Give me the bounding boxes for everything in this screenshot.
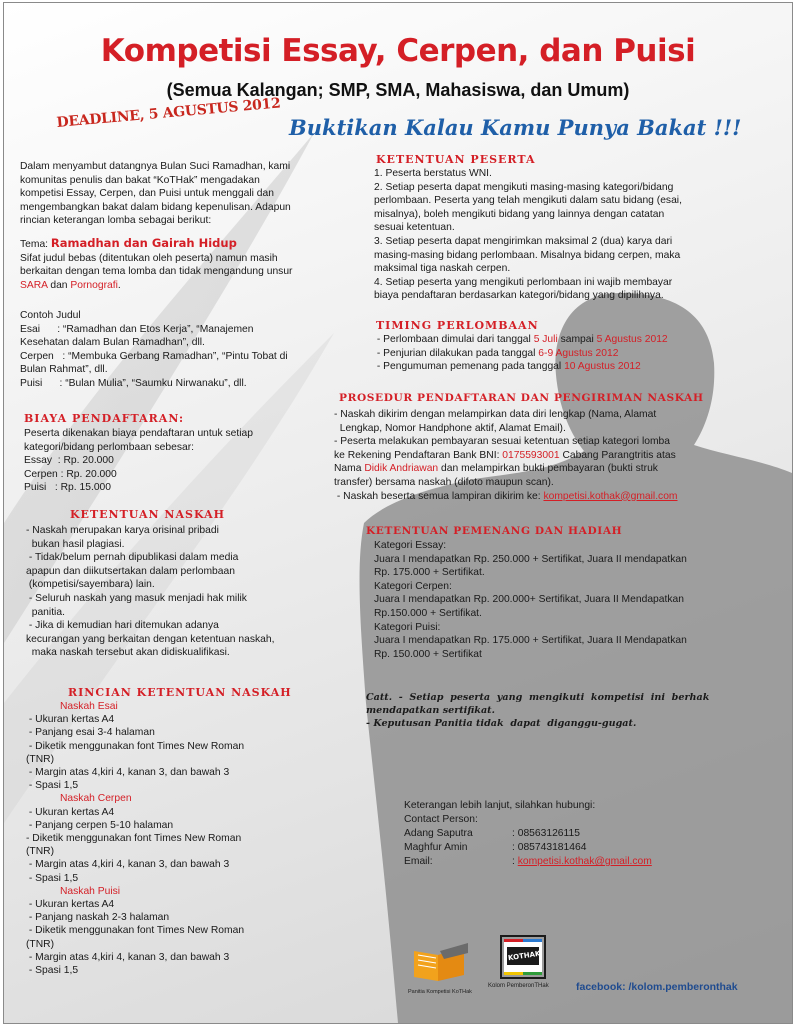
timing-connector: sampai: [557, 334, 597, 345]
slogan: Buktikan Kalau Kamu Punya Bakat !!!: [289, 115, 742, 140]
biaya-line: Peserta dikenakan biaya pendaftaran untuk setiap: [24, 428, 253, 439]
contact-person-label: Contact Person:: [404, 814, 478, 825]
prosedur-line: - Naskah dikirim dengan melampirkan data diri lengkap (Nama, Alamat: [334, 409, 657, 420]
contact-phone: : 08563126115: [512, 828, 580, 839]
logo2-caption: Kolom PemberonTHak: [488, 983, 549, 989]
biaya-heading: BIAYA PENDAFTARAN:: [24, 412, 185, 425]
rincian-line: - Spasi 1,5: [26, 965, 79, 977]
prosedur-text: dan melampirkan bukti pembayaran (bukti struk: [438, 463, 658, 475]
catatan-line: mendapatkan sertifikat.: [366, 705, 495, 716]
page-title: Kompetisi Essay, Cerpen, dan Puisi: [100, 33, 696, 69]
prosedur-line: - Peserta melakukan pembayaran sesuai ketentuan setiap kategori lomba: [334, 436, 670, 448]
timing-item: [374, 347, 779, 361]
email-label: Email:: [404, 856, 433, 867]
naskah-line: - Seluruh naskah yang masuk menjadi hak milik: [26, 592, 247, 604]
naskah-line: panitia.: [26, 606, 65, 618]
rincian-line: - Panjang cerpen 5-10 halaman: [26, 819, 174, 831]
peserta-line: perlombaan. Peserta yang telah mengikuti dalam satu bidang (esai,: [374, 195, 682, 207]
contact-email-link[interactable]: kompetisi.kothak@gmail.com: [517, 856, 652, 867]
kontak-section: [404, 799, 734, 869]
prosedur-heading: PROSEDUR PENDAFTARAN DAN PENGIRIMAN NASKAH: [339, 392, 704, 404]
tema-restriction: [20, 279, 340, 293]
porno-text: Pornografi: [70, 279, 118, 291]
biaya-line: Puisi : Rp. 15.000: [24, 482, 112, 494]
pemenang-line: Rp.150.000 + Sertifikat.: [374, 607, 482, 619]
prosedur-text: Cabang Parangtritis atas: [559, 449, 676, 461]
intro-line: komunitas penulis dan bakat “KoTHak” mengadakan: [20, 174, 260, 186]
peserta-line: 4. Setiap peserta yang mengikuti perlombaan ini wajib membayar: [374, 276, 673, 288]
peserta-heading: KETENTUAN PESERTA: [376, 153, 536, 166]
rincian-line: (TNR): [26, 846, 55, 858]
biaya-line: Essay : Rp. 20.000: [24, 455, 114, 467]
pemenang-line: Rp. 175.000 + Sertifikat.: [374, 567, 485, 579]
prosedur-text: Nama: [334, 463, 365, 475]
contoh-line: Kesehatan dalam Bulan Ramadhan”, dll.: [20, 337, 205, 349]
tema-line: [20, 237, 340, 252]
pemenang-line: Juara I mendapatkan Rp. 175.000 + Sertifikat, Juara II Mendapatkan: [374, 635, 687, 647]
sara-text: SARA: [20, 279, 48, 291]
timing-text: - Perlombaan dimulai dari tanggal: [374, 334, 534, 345]
email-link[interactable]: kompetisi.kothak@gmail.com: [543, 490, 678, 502]
prosedur-line: [334, 462, 784, 476]
tema-label: Tema:: [20, 239, 51, 250]
rincian-line: - Ukuran kertas A4: [26, 806, 115, 818]
intro-paragraph: [20, 160, 332, 228]
book-logo-icon: [408, 941, 474, 989]
timing-date: 5 Juli: [533, 334, 558, 345]
tema-desc-line: berkaitan dengan tema lomba dan tidak mengandung unsur: [20, 266, 293, 278]
rincian-section: [26, 700, 346, 977]
page-subtitle: (Semua Kalangan; SMP, SMA, Mahasiswa, dan Umum): [166, 80, 630, 100]
account-holder: Didik Andriawan: [364, 463, 439, 475]
kontak-intro: Keterangan lebih lanjut, silahkan hubungi:: [404, 800, 596, 811]
pemenang-line: Kategori Cerpen:: [374, 580, 452, 592]
naskah-line: kecurangan yang berkaitan dengan ketentuan naskah,: [26, 633, 275, 645]
naskah-line: - Tidak/belum pernah dipublikasi dalam media: [26, 552, 239, 564]
intro-line: mengembangkan bakat dalam bidang kepenulisan. Adapun: [20, 201, 291, 213]
timing-heading: TIMING PERLOMBAAN: [376, 319, 539, 332]
pemenang-line: Rp. 150.000 + Sertifikat: [374, 648, 482, 660]
contact-name: Maghfur Amin: [404, 842, 468, 853]
contact-phone: : 085743181464: [512, 842, 587, 853]
pemenang-line: Juara I mendapatkan Rp. 200.000+ Sertifikat, Juara II Mendapatkan: [374, 594, 684, 606]
rincian-line: (TNR): [26, 938, 55, 950]
timing-section: [374, 333, 779, 374]
intro-line: Dalam menyambut datangnya Bulan Suci Ramadhan, kami: [20, 161, 291, 172]
tema-value: Ramadhan dan Gairah Hidup: [50, 236, 237, 250]
prosedur-text: - Naskah beserta semua lampiran dikirim ke:: [334, 490, 544, 502]
prosedur-section: [334, 408, 784, 503]
intro-line: rincian keterangan lomba sebagai berikut:: [20, 215, 212, 227]
naskah-heading: KETENTUAN NASKAH: [70, 508, 226, 521]
rincian-line: - Ukuran kertas A4: [26, 714, 115, 726]
contact-email-row: [404, 855, 734, 869]
catatan-line: Catt. - Setiap peserta yang mengikuti kompetisi ini berhak: [366, 692, 710, 703]
timing-text: - Pengumuman pemenang pada tanggal: [374, 361, 565, 373]
tema-period: .: [117, 279, 121, 291]
contoh-heading: Contoh Judul: [20, 310, 81, 321]
rincian-line: - Margin atas 4,kiri 4, kanan 3, dan bawah 3: [26, 951, 230, 963]
timing-date: 5 Agustus 2012: [596, 334, 668, 345]
prosedur-text: ke Rekening Pendaftaran Bank BNI:: [334, 449, 503, 461]
naskah-line: - Naskah merupakan karya orisinal pribadi: [26, 525, 219, 536]
prosedur-line: transfer) bersama naskah (difoto maupun scan).: [334, 476, 554, 488]
peserta-line: 3. Setiap peserta dapat mengirimkan maksimal 2 (dua) karya dari: [374, 235, 673, 247]
deadline-label: DEADLINE, 5 AGUSTUS 2012: [56, 95, 282, 131]
contact-row: [404, 827, 734, 841]
prosedur-line: [334, 449, 784, 463]
rincian-line: - Spasi 1,5: [26, 780, 79, 792]
catatan-section: [366, 691, 756, 730]
biaya-line: kategori/bidang perlombaan sebesar:: [24, 441, 195, 453]
contoh-line: Puisi : “Bulan Mulia”, “Saumku Nirwanaku”, dll.: [20, 377, 247, 389]
logo1-caption: Panitia Kompetisi KoTHak: [408, 989, 472, 995]
contoh-line: Esai : “Ramadhan dan Etos Kerja”, “Manajemen: [20, 323, 254, 335]
timing-item: [374, 360, 779, 374]
catatan-line: - Keputusan Panitia tidak dapat diganggu-gugat.: [366, 718, 637, 729]
rincian-line: - Spasi 1,5: [26, 872, 79, 884]
rincian-heading: RINCIAN KETENTUAN NASKAH: [68, 686, 292, 699]
peserta-line: 1. Peserta berstatus WNI.: [374, 168, 492, 179]
contoh-line: Cerpen : “Membuka Gerbang Ramadhan”, “Pintu Tobat di: [20, 350, 288, 362]
contact-row: [404, 841, 734, 855]
rincian-line: - Margin atas 4,kiri 4, kanan 3, dan bawah 3: [26, 859, 230, 871]
rincian-line: - Panjang naskah 2-3 halaman: [26, 912, 170, 924]
tema-conjunction: dan: [47, 279, 71, 291]
rincian-line: - Ukuran kertas A4: [26, 899, 115, 911]
timing-date: 6-9 Agustus 2012: [538, 347, 619, 359]
rincian-line: - Diketik menggunakan font Times New Roman: [26, 925, 245, 937]
facebook-link[interactable]: facebook: /kolom.pemberonthak: [576, 981, 738, 993]
prosedur-line: [334, 490, 784, 504]
poster: [3, 2, 793, 1024]
naskah-line: - Jika di kemudian hari ditemukan adanya: [26, 620, 219, 632]
peserta-line: misalnya), boleh mengikuti bidang yang lainnya dengan catatan: [374, 208, 665, 220]
timing-item: [374, 333, 779, 347]
pemenang-line: Kategori Puisi:: [374, 621, 441, 633]
email-separator: :: [512, 856, 518, 867]
rincian-line: - Diketik menggunakan font Times New Roman: [26, 740, 245, 752]
tema-section: [20, 237, 340, 292]
contoh-judul-section: [20, 309, 340, 391]
tema-desc-line: Sifat judul bebas (ditentukan oleh peserta) namun masih: [20, 252, 278, 264]
timing-text: - Penjurian dilakukan pada tanggal: [374, 347, 539, 359]
peserta-line: 2. Setiap peserta dapat mengikuti masing-masing kategori/bidang: [374, 181, 674, 193]
intro-line: kompetisi Essay, Cerpen, dan Puisi untuk menggali dan: [20, 188, 274, 200]
naskah-line: apapun dan diikutsertakan dalam perlombaan: [26, 565, 235, 577]
naskah-line: (kompetisi/sayembara) lain.: [26, 579, 155, 591]
naskah-line: maka naskah tersebut akan didiskualifikasi.: [26, 647, 230, 659]
contact-name: Adang Saputra: [404, 828, 473, 839]
naskah-section: [26, 524, 346, 660]
rincian-group-title: Naskah Puisi: [60, 885, 121, 897]
naskah-line: bukan hasil plagiasi.: [26, 538, 125, 550]
biaya-line: Cerpen : Rp. 20.000: [24, 468, 117, 480]
peserta-section: [374, 167, 779, 303]
rincian-group-title: Naskah Cerpen: [60, 793, 132, 805]
timing-date: 10 Agustus 2012: [564, 361, 641, 373]
peserta-line: sesuai ketentuan.: [374, 222, 455, 234]
pemenang-line: Kategori Essay:: [374, 540, 447, 551]
pemenang-section: [374, 539, 779, 661]
peserta-line: biaya pendaftaran berdasarkan kategori/bidang yang dipilihnya.: [374, 290, 664, 302]
rincian-line: - Margin atas 4,kiri 4, kanan 3, dan bawah 3: [26, 767, 230, 779]
pemenang-heading: KETENTUAN PEMENANG DAN HADIAH: [366, 525, 623, 537]
prosedur-line: Lengkap, Nomor Handphone aktif, Alamat Email).: [334, 422, 566, 434]
peserta-line: masing-masing bidang perlombaan. Misalnya bidang cerpen, maka: [374, 249, 681, 261]
biaya-section: [24, 427, 334, 495]
rekening-number: 0175593001: [502, 449, 560, 461]
pemenang-line: Juara I mendapatkan Rp. 250.000 + Sertifikat, Juara II mendapatkan: [374, 553, 687, 565]
rincian-line: - Diketik menggunakan font Times New Roman: [26, 833, 242, 845]
rincian-line: - Panjang esai 3-4 halaman: [26, 727, 155, 739]
peserta-line: maksimal tiga naskah cerpen.: [374, 263, 511, 275]
logo2-text: KOTHAK: [507, 949, 541, 963]
contoh-line: Bulan Rahmat”, dll.: [20, 364, 108, 376]
rincian-line: (TNR): [26, 753, 55, 765]
rincian-group-title: Naskah Esai: [60, 701, 118, 712]
